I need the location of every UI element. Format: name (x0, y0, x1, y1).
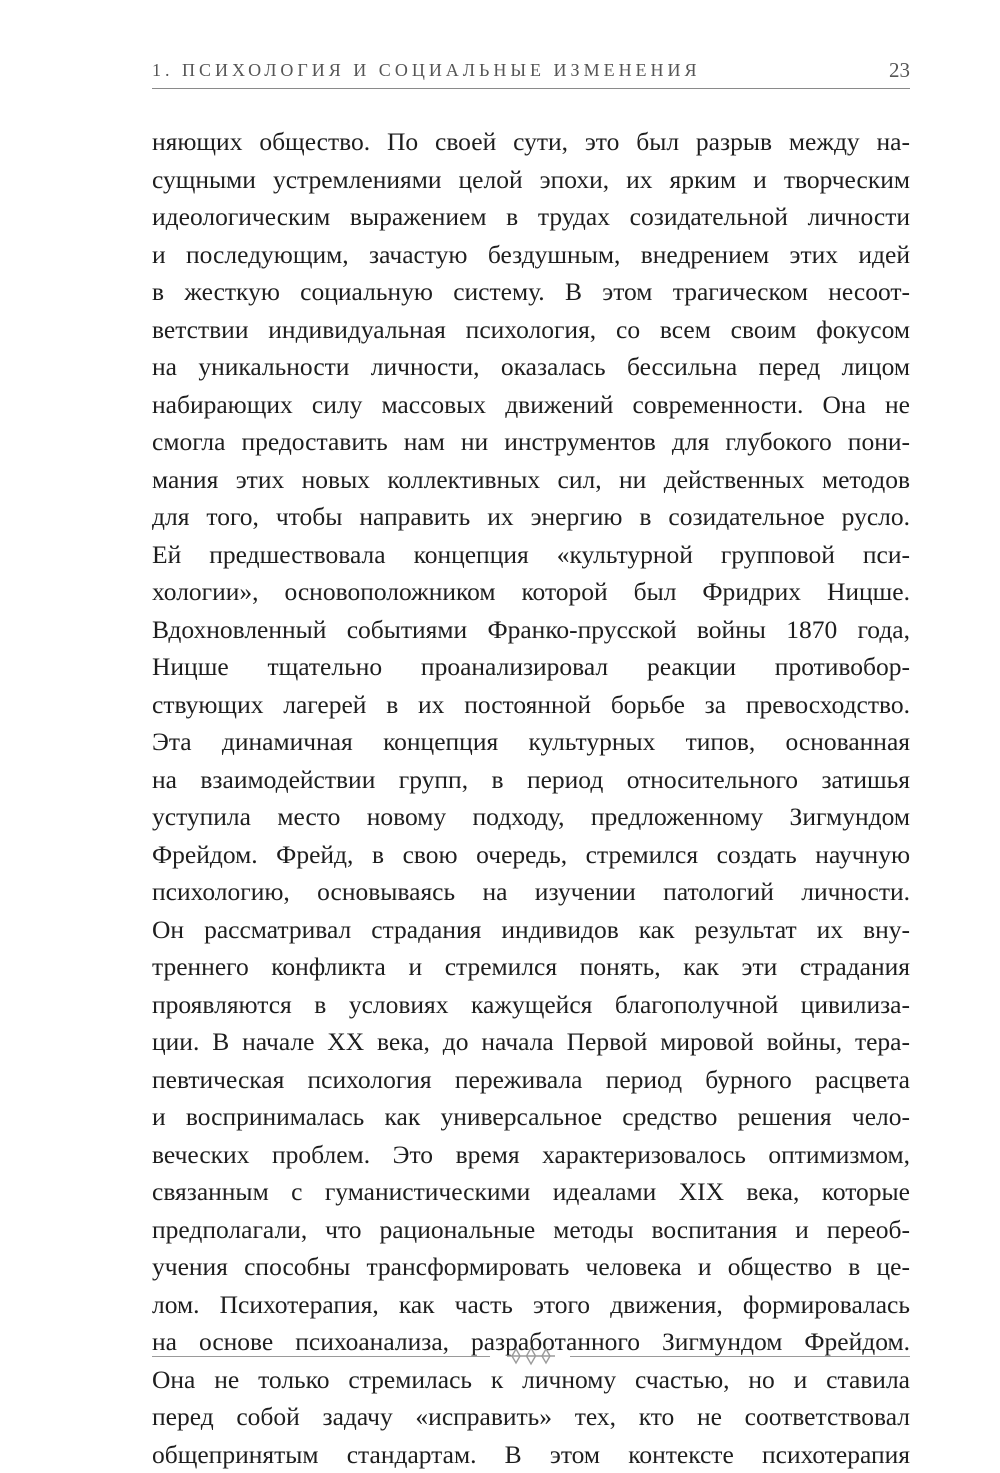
text-line: Ницше тщательно проанализировал реакции противобор- (152, 648, 910, 686)
text-line: мания этих новых коллективных сил, ни действенных методов (152, 461, 910, 499)
text-line: на основе психоанализа, разработанного Зигмундом Фрейдом. (152, 1323, 910, 1361)
text-line: певтическая психология переживала период бурного расцвета (152, 1061, 910, 1099)
text-line: смогла предоставить нам ни инструментов для глубокого пони- (152, 423, 910, 461)
text-line: связанным с гуманистическими идеалами XIX века, которые (152, 1173, 910, 1211)
text-line: учения способны трансформировать человека и общество в це- (152, 1248, 910, 1286)
footer-rule-right (570, 1356, 910, 1357)
running-header (152, 58, 910, 89)
text-line: перед собой задачу «исправить» тех, кто не соответствовал (152, 1398, 910, 1436)
text-line: сущными устремлениями целой эпохи, их ярким и творческим (152, 161, 910, 199)
text-line: хологии», основоположником которой был Фридрих Ницше. (152, 573, 910, 611)
footer-rule-left (152, 1356, 490, 1357)
text-line: треннего конфликта и стремился понять, как эти страдания (152, 948, 910, 986)
text-line: ствующих лагерей в их постоянной борьбе за превосходство. (152, 686, 910, 724)
diamond-vine-ornament-icon (506, 1346, 556, 1366)
text-line: Вдохновленный событиями Франко-прусской войны 1870 года, (152, 611, 910, 649)
text-line: психологию, основываясь на изучении патологий личности. (152, 873, 910, 911)
text-line: Ей предшествовала концепция «культурной групповой пси- (152, 536, 910, 574)
chapter-title: 1. ПСИХОЛОГИЯ И СОЦИАЛЬНЫЕ ИЗМЕНЕНИЯ (152, 60, 701, 81)
text-line: Она не только стремилась к личному счастью, но и ставила (152, 1361, 910, 1399)
text-line: Эта динамичная концепция культурных типов, основанная (152, 723, 910, 761)
body-paragraph (152, 123, 910, 1473)
text-line: лом. Психотерапия, как часть этого движения, формировалась (152, 1286, 910, 1324)
page-number: 23 (889, 58, 910, 83)
text-line: няющих общество. По своей сути, это был разрыв между на- (152, 123, 910, 161)
text-line: и последующим, зачастую бездушным, внедрением этих идей (152, 236, 910, 274)
text-line: на уникальности личности, оказалась бессильна перед лицом (152, 348, 910, 386)
text-line: предполагали, что рациональные методы воспитания и переоб- (152, 1211, 910, 1249)
text-line: уступила место новому подходу, предложенному Зигмундом (152, 798, 910, 836)
text-line: и воспринималась как универсальное средство решения чело- (152, 1098, 910, 1136)
text-line: Он рассматривал страдания индивидов как результат их вну- (152, 911, 910, 949)
text-line: ветствии индивидуальная психология, со всем своим фокусом (152, 311, 910, 349)
text-line: общепринятым стандартам. В этом контексте психотерапия (152, 1436, 910, 1473)
text-line: ции. В начале XX века, до начала Первой мировой войны, тера- (152, 1023, 910, 1061)
text-line: набирающих силу массовых движений современности. Она не (152, 386, 910, 424)
text-line: идеологическим выражением в трудах созидательной личности (152, 198, 910, 236)
text-line: Фрейдом. Фрейд, в свою очередь, стремился создать научную (152, 836, 910, 874)
text-line: в жесткую социальную систему. В этом трагическом несоот- (152, 273, 910, 311)
text-line: проявляются в условиях кажущейся благополучной цивилиза- (152, 986, 910, 1024)
text-line: для того, чтобы направить их энергию в созидательное русло. (152, 498, 910, 536)
text-line: веческих проблем. Это время характеризовалось оптимизмом, (152, 1136, 910, 1174)
text-line: на взаимодействии групп, в период относительного затишья (152, 761, 910, 799)
